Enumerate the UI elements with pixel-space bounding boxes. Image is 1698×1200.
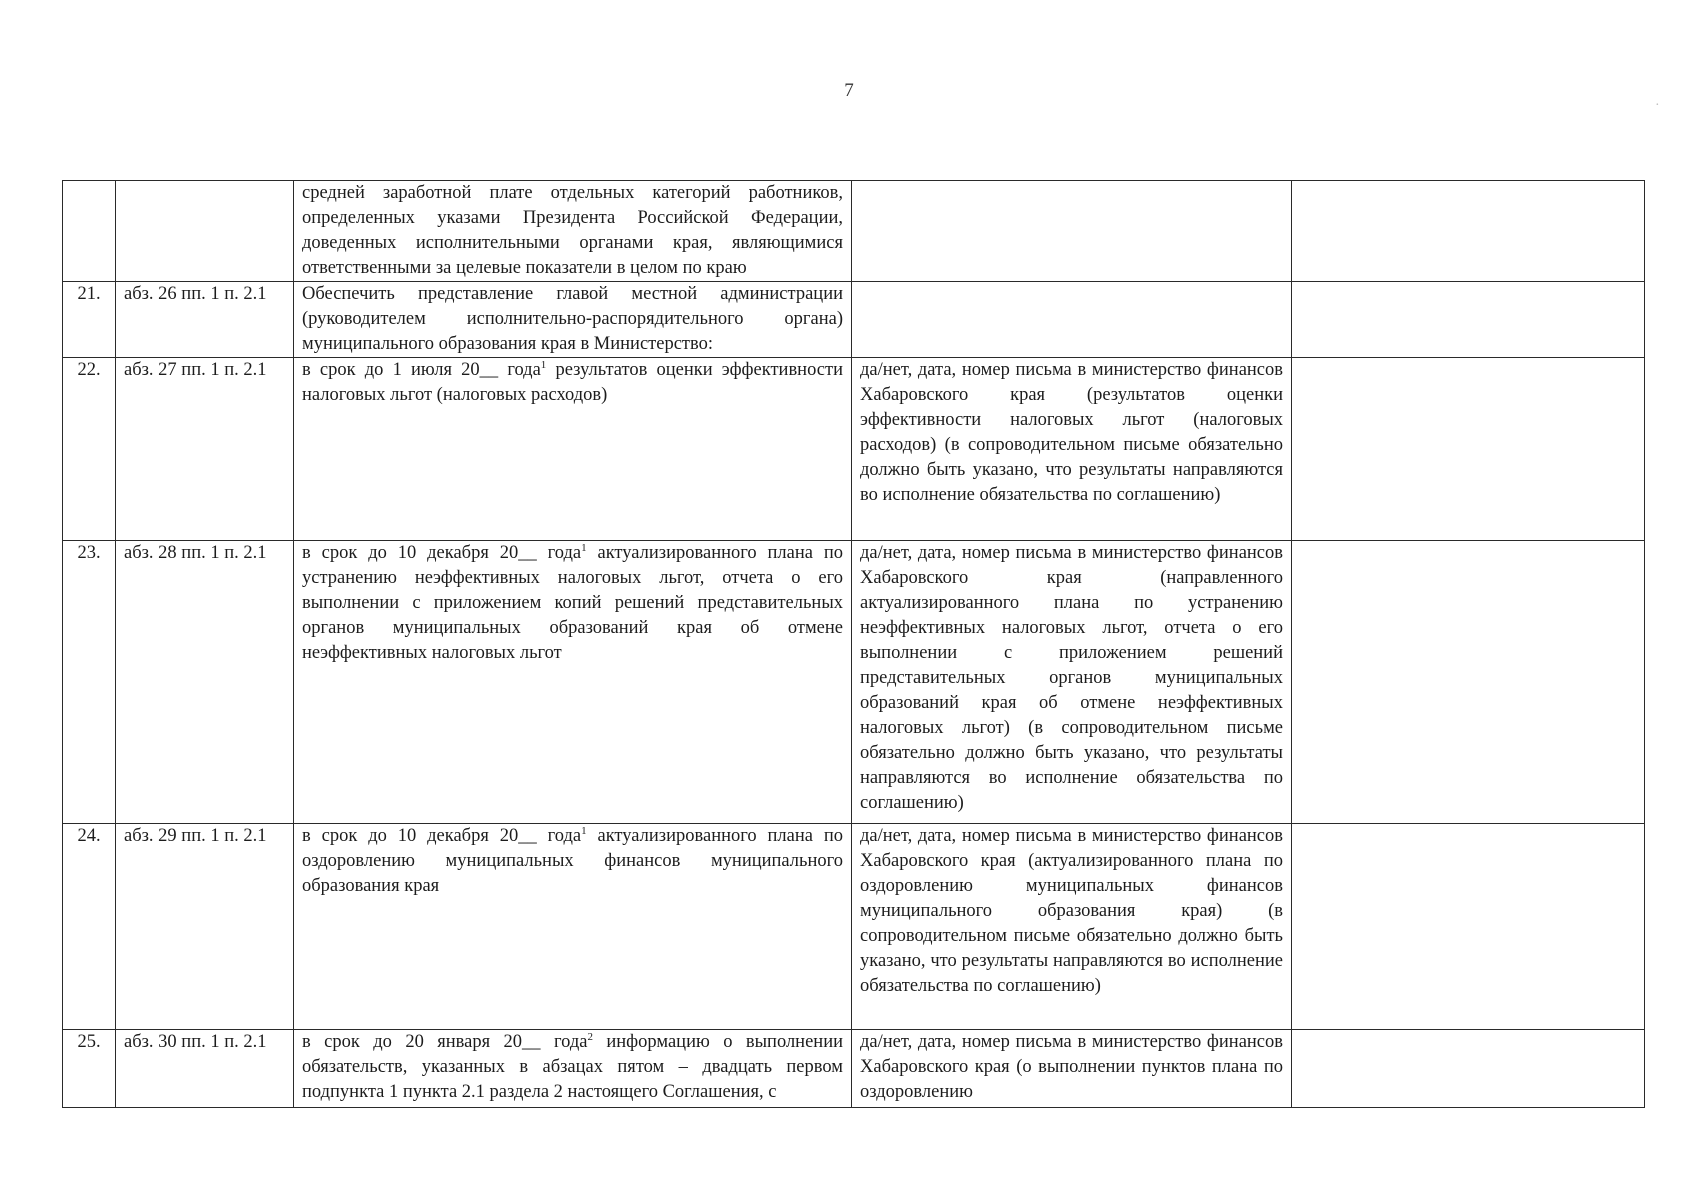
row-number: 25. <box>63 1030 116 1108</box>
row-extra <box>1292 824 1645 1030</box>
row-confirmation: да/нет, дата, номер письма в министерство финансов Хабаровского края (актуализированного плана по оздоровлению муниципальных финансов муниципального образования края) (в сопроводительном письме обязательно должно быть указано, что результаты направляются во исполнение обязательства по соглашению) <box>852 824 1292 1030</box>
obligation-text-lead: в срок до 1 июля 20__ года <box>302 360 541 380</box>
obligation-text-rest: актуализированного плана по оздоровлению муниципальных финансов муниципального образования края <box>302 826 843 896</box>
row-reference <box>116 181 294 282</box>
table-row <box>63 358 1645 541</box>
row-extra <box>1292 282 1645 358</box>
row-confirmation: да/нет, дата, номер письма в министерство финансов Хабаровского края (о выполнении пунктов плана по оздоровлению <box>852 1030 1292 1108</box>
row-extra <box>1292 1030 1645 1108</box>
scan-speck: · <box>1655 98 1660 113</box>
obligation-text-rest: актуализированного плана по устранению неэффективных налоговых льгот, отчета о его выполнении с приложением копий решений представительных органов муниципальных образований края об отмене неэффективных налоговых льгот <box>302 543 843 663</box>
row-extra <box>1292 358 1645 541</box>
obligation-text-rest: информацию о выполнении обязательств, указанных в абзацах пятом – двадцать первом подпункта 1 пункта 2.1 раздела 2 настоящего Соглашения, с <box>302 1032 843 1102</box>
row-confirmation <box>852 282 1292 358</box>
table-row <box>63 181 1645 282</box>
row-number: 22. <box>63 358 116 541</box>
footnote-mark: 2 <box>587 1030 593 1043</box>
obligation-text-rest: результатов оценки эффективности налоговых льгот (налоговых расходов) <box>302 360 843 405</box>
row-obligation-text <box>294 541 852 824</box>
row-confirmation: да/нет, дата, номер письма в министерство финансов Хабаровского края (направленного актуализированного плана по устранению неэффективных налоговых льгот, отчета о его выполнении с приложением решений представительных органов муниципальных образований края об отмене неэффективных налоговых льгот) (в сопроводительном письме обязательно должно быть указано, что результаты направляются во исполнение обязательства по соглашению) <box>852 541 1292 824</box>
footnote-mark: 1 <box>581 824 587 837</box>
page-number: 7 <box>844 80 854 101</box>
row-extra <box>1292 181 1645 282</box>
row-confirmation: да/нет, дата, номер письма в министерство финансов Хабаровского края (результатов оценки эффективности налоговых льгот (налоговых расходов) (в сопроводительном письме обязательно должно быть указано, что результаты направляются во исполнение обязательства по соглашению) <box>852 358 1292 541</box>
row-obligation-text <box>294 358 852 541</box>
obligation-text-lead: в срок до 10 декабря 20__ года <box>302 826 582 846</box>
row-confirmation <box>852 181 1292 282</box>
row-number: 24. <box>63 824 116 1030</box>
row-obligation-text <box>294 1030 852 1108</box>
table-row <box>63 541 1645 824</box>
table-row <box>63 1030 1645 1108</box>
obligation-text-lead: в срок до 20 января 20__ года <box>302 1032 588 1052</box>
footnote-mark: 1 <box>581 541 587 554</box>
row-reference: абз. 26 пп. 1 п. 2.1 <box>116 282 294 358</box>
row-number <box>63 181 116 282</box>
row-obligation-text: Обеспечить представление главой местной администрации (руководителем исполнительно-распорядительного органа) муниципального образования края в Министерство: <box>294 282 852 358</box>
row-obligation-text: средней заработной плате отдельных категорий работников, определенных указами Президента Российской Федерации, доведенных исполнительными органами края, являющимися ответственными за целевые показатели в целом по краю <box>294 181 852 282</box>
row-reference: абз. 30 пп. 1 п. 2.1 <box>116 1030 294 1108</box>
obligations-table <box>62 180 1645 1108</box>
row-obligation-text <box>294 824 852 1030</box>
row-number: 23. <box>63 541 116 824</box>
table-row <box>63 282 1645 358</box>
row-reference: абз. 29 пп. 1 п. 2.1 <box>116 824 294 1030</box>
row-reference: абз. 28 пп. 1 п. 2.1 <box>116 541 294 824</box>
row-number: 21. <box>63 282 116 358</box>
table-row <box>63 824 1645 1030</box>
footnote-mark: 1 <box>540 358 547 371</box>
obligation-text-lead: в срок до 10 декабря 20__ года <box>302 543 582 563</box>
row-extra <box>1292 541 1645 824</box>
row-reference: абз. 27 пп. 1 п. 2.1 <box>116 358 294 541</box>
